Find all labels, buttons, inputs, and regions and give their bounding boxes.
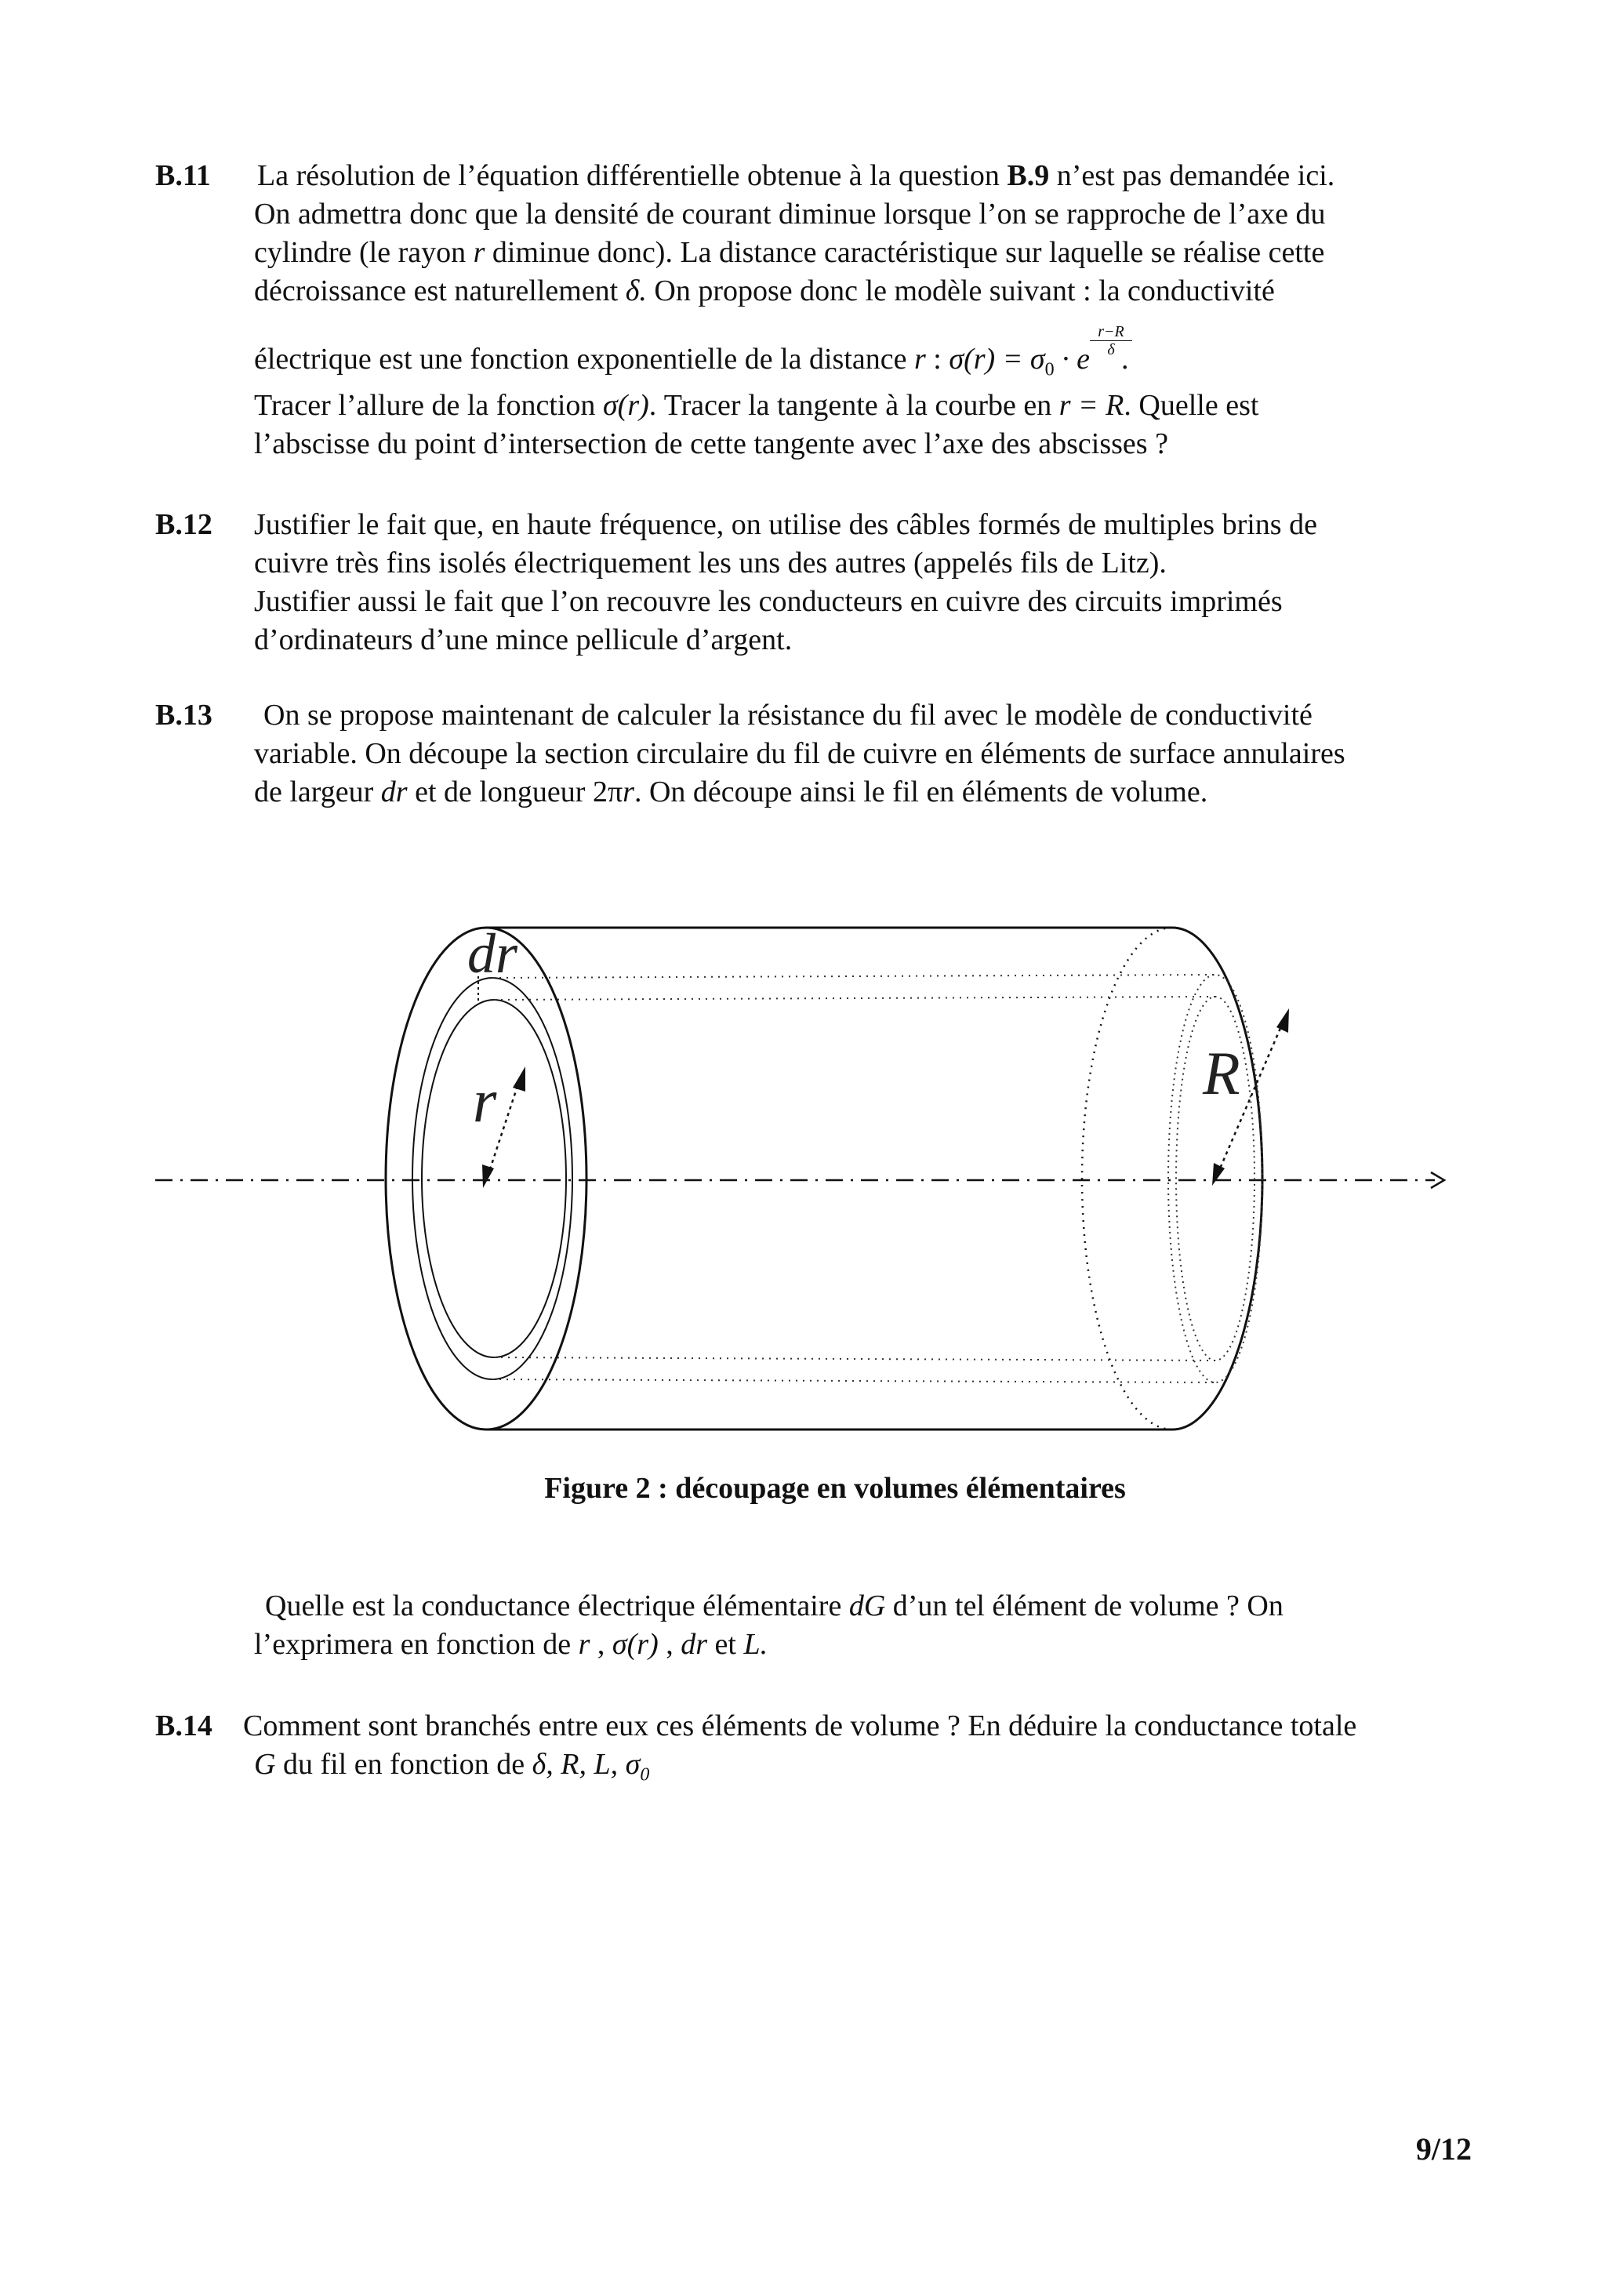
- front-annulus-inner: [422, 1000, 566, 1357]
- label-R: R: [1203, 1039, 1240, 1107]
- front-annulus-outer: [412, 978, 572, 1379]
- question-id: B.13: [155, 699, 212, 732]
- b11-trace-line-1: Tracer l’allure de la fonction σ(r). Tracer la tangente à la courbe en r = R. Quelle est: [254, 389, 1259, 422]
- b14-line-1: Comment sont branchés entre eux ces éléments de volume ? En déduire la conductance totale: [243, 1709, 1357, 1742]
- back-ellipse-hidden: [1082, 928, 1172, 1430]
- b12-line-3: Justifier aussi le fait que l’on recouvre les conducteurs en cuivre des circuits imprimés: [254, 585, 1283, 618]
- page-number: 9/12: [1415, 2131, 1472, 2167]
- R-arrowhead-top: [1276, 1008, 1289, 1033]
- label-r: r: [473, 1066, 497, 1135]
- figure-caption: Figure 2 : découpage en volumes élémentaires: [544, 1472, 1126, 1505]
- b12-line-2: cuivre très fins isolés électriquement les uns des autres (appelés fils de Litz).: [254, 547, 1167, 579]
- dG-line-2: l’exprimera en fonction de r , σ(r) , dr et L.: [254, 1628, 768, 1661]
- b13-line-1: On se propose maintenant de calculer la résistance du fil avec le modèle de conductivité: [263, 699, 1313, 732]
- question-id: B.11: [155, 159, 211, 192]
- annulus-top-line-1: [492, 975, 1215, 978]
- r-arrowhead-top: [513, 1066, 525, 1092]
- b11-line-2: On admettra donc que la densité de courant diminue lorsque l’on se rapproche de l’axe du: [254, 198, 1326, 231]
- b13-line-3: de largeur dr et de longueur 2πr. On découpe ainsi le fil en éléments de volume.: [254, 776, 1208, 808]
- question-id: B.12: [155, 508, 212, 541]
- annulus-bottom-line-2: [494, 1357, 1215, 1361]
- sigma-formula: $\sigma(r) = \sigma_0 \cdot e$ $\frac{r-R}{\delta}$ .: [949, 343, 1128, 376]
- annulus-bottom-line-1: [492, 1379, 1215, 1382]
- r-arrowhead-bottom: [482, 1164, 494, 1188]
- b11-formula-line: électrique est une fonction exponentielle de la distance r : $\sigma(r) = \sigma_0 \cdot e$ $\frac{r-R}{\delta}$ .: [254, 340, 1480, 379]
- annulus-top-line-2: [494, 997, 1215, 1000]
- dG-line-1: Quelle est la conductance électrique élémentaire dG d’un tel élément de volume ? On: [265, 1589, 1284, 1622]
- b11-trace-line-2: l’abscisse du point d’intersection de cette tangente avec l’axe des abscisses ?: [254, 427, 1168, 460]
- question-id: B.14: [155, 1709, 212, 1742]
- R-arrowhead-bottom: [1212, 1163, 1225, 1186]
- b14-line-2: G du fil en fonction de δ, R, L, $\sigma_0$: [254, 1748, 650, 1784]
- b11-line-4: décroissance est naturellement δ. On propose donc le modèle suivant : la conductivité: [254, 274, 1275, 307]
- cylinder-figure: [0, 894, 1623, 1490]
- b11-line-3: cylindre (le rayon r diminue donc). La distance caractéristique sur laquelle se réalise cette: [254, 236, 1325, 269]
- b12-line-1: Justifier le fait que, en haute fréquence, on utilise des câbles formés de multiples brins de: [254, 508, 1317, 541]
- label-dr: dr: [467, 922, 518, 985]
- b13-line-2: variable. On découpe la section circulaire du fil de cuivre en éléments de surface annulaires: [254, 737, 1345, 770]
- b12-line-4: d’ordinateurs d’une mince pellicule d’argent.: [254, 623, 793, 656]
- b11-line-1: La résolution de l’équation différentielle obtenue à la question B.9 n’est pas demandée ici.: [257, 159, 1335, 192]
